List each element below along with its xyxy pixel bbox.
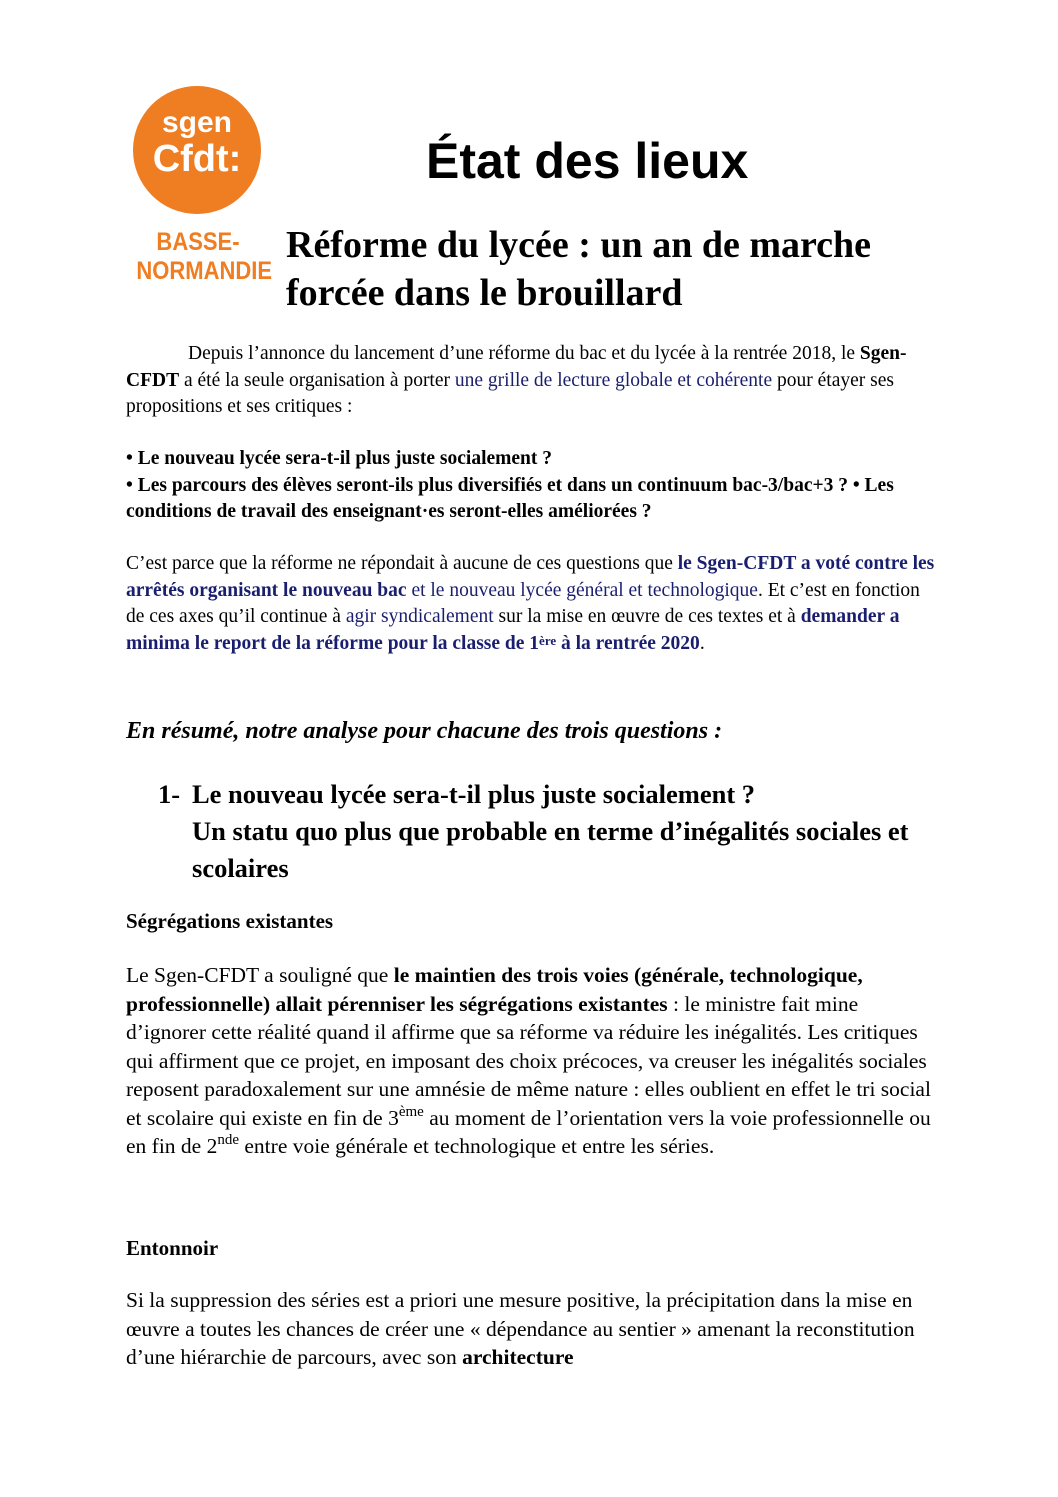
question-bullets <box>126 446 936 526</box>
vote-paragraph: C’est parce que la réforme ne répondait à aucune de ces questions que le Sgen-CFDT a voté contre les arrêtés organisant le nouveau bac et le nouveau lycée général et technologique. Et c’est en fonction de ces axes qu’il continue à agir syndicalement sur la mise en œuvre de ces textes et à demander a minima le report de la réforme pour la classe de 1ère à la rentrée 2020. <box>126 553 935 654</box>
subheading-segregations: Ségrégations existantes <box>126 909 334 933</box>
section-question: Le nouveau lycée sera-t-il plus juste socialement ? <box>192 779 756 809</box>
subheading-entonnoir: Entonnoir <box>126 1236 219 1260</box>
logo-text-sgen: sgen <box>161 106 233 139</box>
entonnoir-paragraph: Si la suppression des séries est a priori une mesure positive, la précipitation dans la mise en œuvre a toutes les chances de créer une « dépendance au sentier » amenant la reconstitution d’une hiérarchie de parcours, avec son architecture <box>126 1288 915 1369</box>
sgen-cfdt-logo <box>128 86 273 296</box>
link-vote-contre[interactable]: le Sgen-CFDT a voté contre les arrêtés organisant le nouveau bac <box>126 553 935 601</box>
summary-heading: En résumé, notre analyse pour chacune des trois questions : <box>126 718 723 744</box>
logo-text-cfdt: Cfdt: <box>152 138 242 180</box>
logo-region-line1: BASSE- <box>156 228 240 256</box>
segregations-paragraph: Le Sgen-CFDT a souligné que le maintien des trois voies (générale, technologique, professionnelle) allait pérenniser les ségrégations existantes : le ministre fait mine d’ignorer cette réalité quand il affirme que sa réforme va réduire les inégalités. Les critiques qui affirment que ce projet, en imposant des choix précoces, va creuser les inégalités sociales reposent paradoxalement sur une amnésie de même nature : elles oublient en effet le tri social et scolaire qui existe en fin de 3ème au moment de l’orientation vers la voie professionnelle ou en fin de 2nde entre voie générale et technologique et entre les séries. <box>126 963 931 1158</box>
section-answer: Un statu quo plus que probable en terme d’inégalités sociales et scolaires <box>192 816 909 883</box>
link-demander-report[interactable]: demander a minima le report de la réforme pour la classe de 1ère à la rentrée 2020 <box>126 606 900 654</box>
bullet-item: • Le nouveau lycée sera-t-il plus juste socialement ? <box>126 448 553 469</box>
link-grille-lecture[interactable]: une grille de lecture globale et cohérente <box>454 369 773 391</box>
page-subtitle: Réforme du lycée : un an de marche forcée dans le brouillard <box>286 224 872 314</box>
page-title: État des lieux <box>426 133 749 189</box>
link-agir-syndicalement[interactable]: agir syndicalement <box>345 606 494 627</box>
intro-paragraph: Depuis l’annonce du lancement d’une réforme du bac et du lycée à la rentrée 2018, le Sgen-CFDT a été la seule organisation à porter une grille de lecture globale et cohérente pour étayer ses propositions et ses critiques : <box>126 343 907 417</box>
section-number: 1- <box>158 779 181 809</box>
logo-region-line2: NORMANDIE <box>136 257 273 285</box>
bullet-item: • Les parcours des élèves seront-ils plus diversifiés et dans un continuum bac-3/bac+3 ? • Les conditions de travail des enseignant·es seront-elles améliorées ? <box>126 474 894 522</box>
